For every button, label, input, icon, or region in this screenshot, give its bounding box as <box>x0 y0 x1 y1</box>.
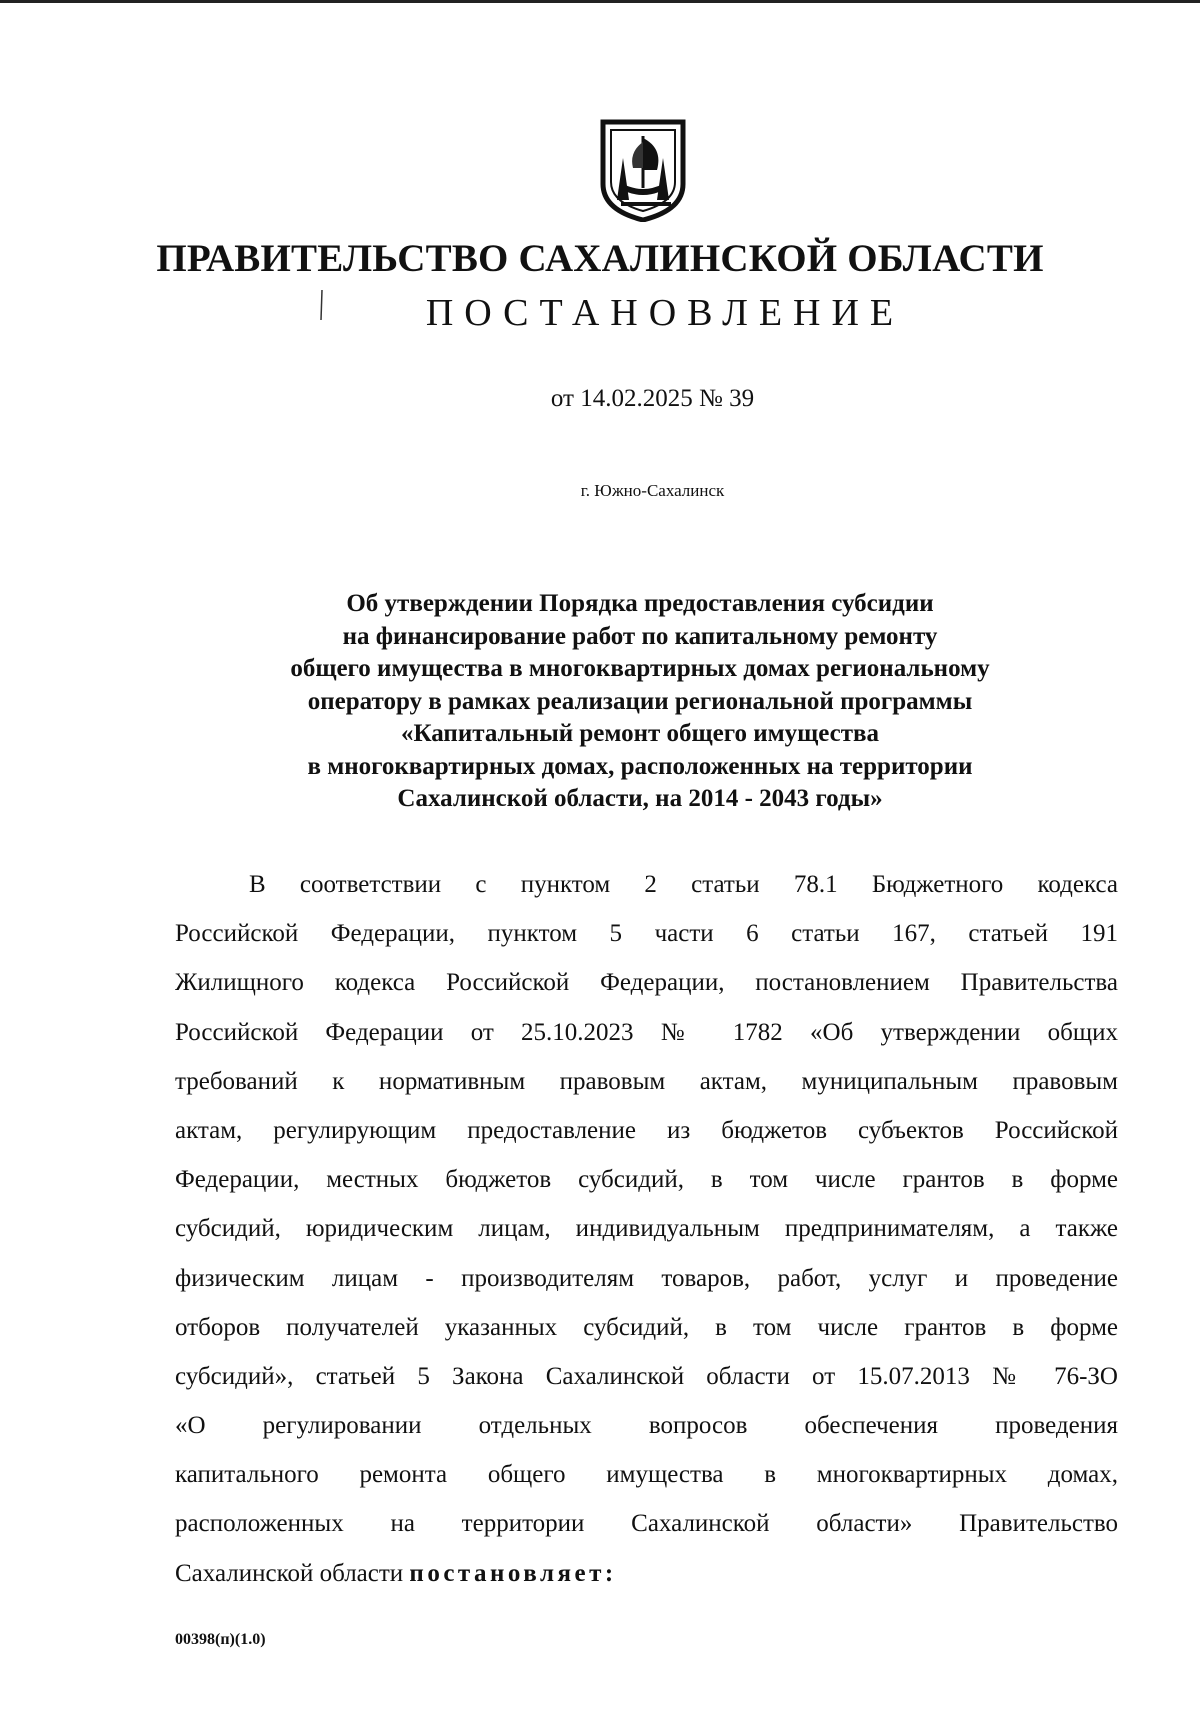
body-line: субсидий, юридическим лицам, индивидуальным предпринимателям, а также <box>175 1215 1118 1243</box>
body-line: физическим лицам - производителям товаров, работ, услуг и проведение <box>175 1264 1118 1292</box>
subject-line: Об утверждении Порядка предоставления субсидии <box>346 590 934 617</box>
document-type-title: ПОСТАНОВЛЕНИЕ <box>425 292 905 334</box>
body-line: Российской Федерации от 25.10.2023 № 1782 «Об утверждении общих <box>175 1018 1118 1046</box>
body-line: Российской Федерации, пунктом 5 части 6 статьи 167, статьей 191 <box>175 920 1118 948</box>
body-line: расположенных на территории Сахалинской области» Правительство <box>175 1510 1118 1538</box>
body-line: субсидий», статьей 5 Закона Сахалинской области от 15.07.2013 № 76-ЗО <box>175 1362 1118 1390</box>
body-last-line-text: Сахалинской области <box>175 1559 404 1587</box>
subject-line: общего имущества в многоквартирных домах региональному <box>290 655 990 682</box>
subject-line: Сахалинской области, на 2014 - 2043 годы» <box>397 785 883 812</box>
document-subject <box>0 588 1200 816</box>
coat-of-arms-icon <box>597 118 689 222</box>
body-line: «О регулировании отдельных вопросов обеспечения проведения <box>175 1412 1118 1440</box>
footer-document-code: 00398(п)(1.0) <box>175 1631 266 1648</box>
subject-line: оператору в рамках реализации региональной программы <box>307 687 973 715</box>
organization-title: ПРАВИТЕЛЬСТВО САХАЛИНСКОЙ ОБЛАСТИ <box>156 237 1044 280</box>
document-body <box>175 860 1118 1598</box>
subject-line: в многоквартирных домах, расположенных на территории <box>307 752 973 780</box>
subject-line: «Капитальный ремонт общего имущества <box>400 720 880 747</box>
document-city: г. Южно-Сахалинск <box>580 481 725 500</box>
body-last-line <box>175 1549 1118 1598</box>
body-line: В соответствии с пунктом 2 статьи 78.1 Бюджетного кодекса <box>249 871 1118 898</box>
body-line: требований к нормативным правовым актам, муниципальным правовым <box>175 1067 1118 1095</box>
body-line: Жилищного кодекса Российской Федерации, постановлением Правительства <box>175 969 1118 997</box>
body-line: капитального ремонта общего имущества в многоквартирных домах, <box>175 1461 1118 1489</box>
decree-word: постановляет: <box>409 1559 617 1587</box>
scan-top-edge <box>0 0 1200 3</box>
document-date-number: от 14.02.2025 № 39 <box>550 385 755 412</box>
body-line: отборов получателей указанных субсидий, в том числе грантов в форме <box>175 1313 1118 1341</box>
subject-line: на финансирование работ по капитальному ремонту <box>342 622 938 650</box>
body-line: Федерации, местных бюджетов субсидий, в том числе грантов в форме <box>175 1166 1118 1194</box>
body-line: актам, регулирующим предоставление из бюджетов субъектов Российской <box>175 1116 1118 1144</box>
